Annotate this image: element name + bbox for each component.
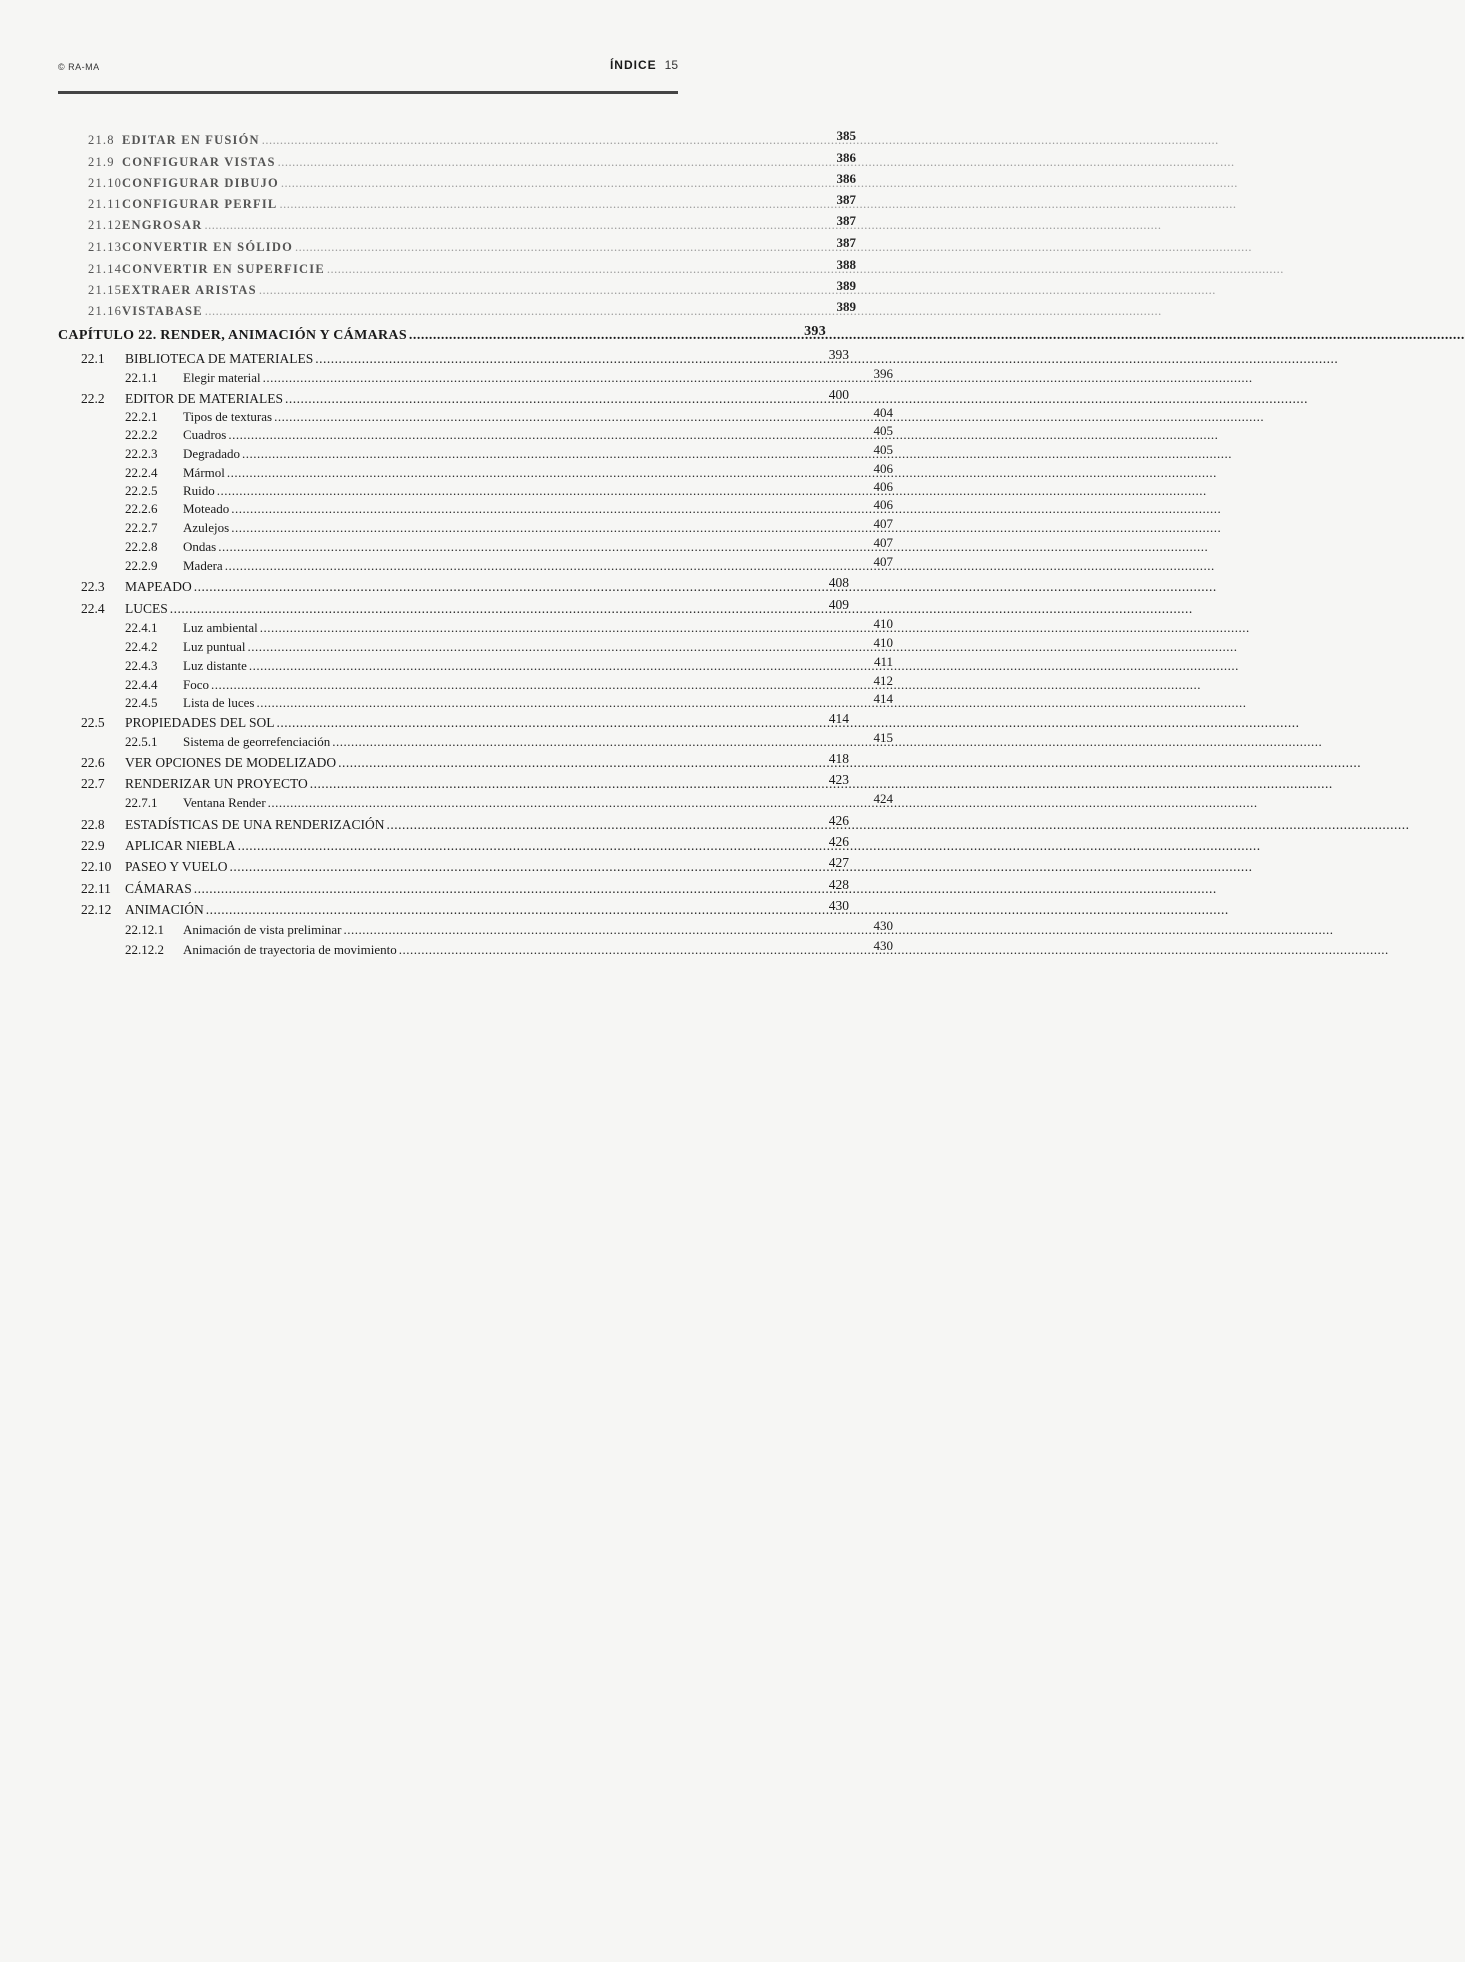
toc-entry-page: 387 [836, 235, 856, 250]
toc-entry-number: 22.2.8 [125, 539, 158, 554]
toc-entry-page: 407 [873, 535, 893, 550]
toc-entry [81, 855, 849, 875]
toc-entry-number: 22.12.1 [125, 922, 164, 937]
toc-entry-page: 405 [873, 442, 893, 457]
toc-entry [88, 257, 856, 277]
toc-entry [81, 834, 849, 854]
toc-entry-page: 423 [828, 772, 849, 787]
toc-entry-number: 22.7.1 [125, 795, 158, 810]
toc-entry-title: CONFIGURAR VISTAS [122, 155, 276, 169]
toc-entry [88, 235, 856, 255]
toc-entry-page: 430 [828, 898, 849, 913]
toc-entry-number: 22.2.3 [125, 446, 158, 461]
toc-entry-page: 389 [836, 299, 856, 314]
toc-entry-number: 22.12 [81, 902, 112, 917]
toc-entry-title: CONFIGURAR DIBUJO [122, 176, 279, 190]
toc-entry-page: 411 [873, 654, 893, 669]
toc-entry [125, 442, 893, 462]
toc-entry-page: 418 [828, 751, 849, 766]
toc-entry [125, 691, 893, 711]
toc-entry-number: 22.2.7 [125, 520, 158, 535]
toc-entry [125, 461, 893, 481]
toc-entry-title: ENGROSAR [122, 218, 203, 232]
toc-entry-title: Sistema de georrefenciación [183, 734, 331, 749]
toc-entry-title: Luz ambiental [183, 620, 258, 635]
toc-entry [125, 673, 893, 693]
toc-entry-title: EXTRAER ARISTAS [122, 283, 257, 297]
toc-entry-title: Luz distante [183, 658, 247, 673]
toc-entry-title: Mármol [183, 465, 225, 480]
toc-entry [125, 366, 893, 386]
toc-entry-title: LUCES [125, 601, 168, 616]
toc-entry-page: 408 [828, 575, 849, 590]
toc-entry-page: 404 [873, 405, 893, 420]
toc-entry-page: 387 [836, 192, 856, 207]
toc-entry [88, 299, 856, 319]
toc-entry-title: Azulejos [183, 520, 230, 535]
toc-entry [88, 192, 856, 212]
toc-entry-number: 22.2.5 [125, 483, 158, 498]
toc-entry-page: 415 [873, 730, 893, 745]
page-number: 15 [664, 58, 678, 72]
toc-entry-page: 387 [836, 213, 856, 228]
toc-entry-number: 21.11 [88, 197, 122, 211]
toc-entry-page: 427 [828, 855, 849, 870]
toc-entry-page: 430 [873, 918, 893, 933]
toc-entry-number: 22.4.5 [125, 695, 158, 710]
toc-entry [81, 711, 849, 731]
toc-entry-number: 22.12.2 [125, 942, 164, 957]
toc-entry [81, 575, 849, 595]
toc-entry-title: BIBLIOTECA DE MATERIALES [125, 351, 314, 366]
toc-entry-page: 406 [873, 497, 893, 512]
toc-entry [81, 347, 849, 367]
toc-entry-title: Tipos de texturas [183, 409, 273, 424]
toc-entry-number: 22.4 [81, 601, 105, 616]
toc-entry-title: Animación de trayectoria de movimiento [183, 942, 397, 957]
toc-entry-number: 22.4.2 [125, 639, 158, 654]
toc-entry [81, 877, 849, 897]
toc-entry-number: 22.4.3 [125, 658, 158, 673]
toc-entry [88, 278, 856, 298]
toc-entry [125, 654, 893, 674]
toc-entry [81, 898, 849, 918]
toc-entry-number: 22.3 [81, 579, 105, 594]
toc-entry-number: 21.13 [88, 240, 123, 254]
toc-entry-page: 430 [873, 938, 893, 953]
toc-entry-title: VER OPCIONES DE MODELIZADO [125, 755, 337, 770]
toc-entry-page: 400 [828, 387, 849, 402]
toc-entry-page: 407 [873, 516, 893, 531]
toc-entry-title: Moteado [183, 501, 230, 516]
toc-entry-page: 410 [873, 616, 893, 631]
toc-entry [125, 616, 893, 636]
toc-entry-page: 386 [836, 171, 856, 186]
toc-entry [88, 213, 856, 233]
toc-entry [88, 150, 856, 170]
publisher-mark: © RA-MA [58, 62, 100, 72]
toc-entry-title: APLICAR NIEBLA [125, 838, 236, 853]
toc-entry-page: 414 [828, 711, 849, 726]
toc-entry [125, 535, 893, 555]
toc-entry-title: Ondas [183, 539, 217, 554]
toc-entry-title: Ventana Render [183, 795, 266, 810]
toc-entry-page: 389 [836, 278, 856, 293]
toc-entry-title: Lista de luces [183, 695, 255, 710]
toc-entry-title: RENDERIZAR UN PROYECTO [125, 776, 308, 791]
toc-entry-number: 22.2.6 [125, 501, 158, 516]
toc-entry-title: ESTADÍSTICAS DE UNA RENDERIZACIÓN [125, 817, 385, 832]
toc-entry [125, 554, 893, 574]
toc-entry-number: 22.4.4 [125, 677, 158, 692]
toc-entry-number: 21.9 [88, 155, 115, 169]
toc-entry-number: 21.10 [88, 176, 123, 190]
toc-entry-title: PASEO Y VUELO [125, 859, 228, 874]
toc-entry-page: 424 [873, 791, 893, 806]
toc-entry-page: 406 [873, 461, 893, 476]
toc-entry [81, 772, 849, 792]
toc-entry [125, 423, 893, 443]
toc-entry-title: ANIMACIÓN [125, 902, 204, 917]
toc-entry-number: 21.15 [88, 283, 123, 297]
toc-entry-page: 409 [828, 597, 849, 612]
toc-entry-title: EDITOR DE MATERIALES [125, 391, 283, 406]
toc-entry-number: 22.2.1 [125, 409, 158, 424]
toc-entry-number: 22.2.2 [125, 427, 158, 442]
toc-entry [125, 497, 893, 517]
toc-entry-number: 22.1 [81, 351, 105, 366]
toc-entry [125, 730, 893, 750]
toc-entry-number: 22.2.4 [125, 465, 158, 480]
toc-entry-title: MAPEADO [125, 579, 192, 594]
toc-entry-page: 386 [836, 150, 856, 165]
toc-entry-title: Luz puntual [183, 639, 246, 654]
toc-entry-page: 412 [873, 673, 893, 688]
toc-entry-page: 428 [828, 877, 849, 892]
book-page [0, 0, 893, 1024]
toc-entry [88, 128, 856, 148]
toc-entry-page: 393 [828, 347, 849, 362]
toc-entry [81, 813, 849, 833]
toc-entry-number: 22.2 [81, 391, 105, 406]
toc-entry-number: 22.1.1 [125, 370, 158, 385]
toc-entry-title: PROPIEDADES DEL SOL [125, 715, 275, 730]
toc-entry [125, 791, 893, 811]
toc-entry [81, 597, 849, 617]
toc-entry-number: 22.2.9 [125, 558, 158, 573]
toc-entry-page: 407 [873, 554, 893, 569]
toc-entry-title: EDITAR EN FUSIÓN [122, 133, 260, 147]
toc-entry-page: 406 [873, 479, 893, 494]
toc-entry-page: 405 [873, 423, 893, 438]
toc-entry-page: 393 [804, 324, 826, 339]
toc-entry-page: 426 [828, 834, 849, 849]
toc-entry-number: 21.8 [88, 133, 115, 147]
toc-entry [88, 171, 856, 191]
toc-entry-page: 426 [828, 813, 849, 828]
toc-entry [125, 635, 893, 655]
toc-entry-number: 22.8 [81, 817, 105, 832]
toc-entry-number: 22.6 [81, 755, 105, 770]
page-header [58, 58, 678, 78]
header-rule [58, 91, 678, 94]
toc-entry-title: Foco [183, 677, 209, 692]
toc-entry-number: 22.4.1 [125, 620, 158, 635]
toc-entry [125, 516, 893, 536]
toc-entry-number: 22.5 [81, 715, 105, 730]
toc-entry-title: CONFIGURAR PERFIL [122, 197, 278, 211]
running-head [610, 58, 678, 72]
toc-entry-title: CAPÍTULO 22. RENDER, ANIMACIÓN Y CÁMARAS [58, 328, 407, 343]
toc-entry-number: 22.10 [81, 859, 112, 874]
toc-entry-title: CONVERTIR EN SUPERFICIE [122, 262, 325, 276]
section-title: ÍNDICE [609, 58, 657, 72]
toc-entry [125, 479, 893, 499]
toc-entry-number: 21.14 [88, 262, 123, 276]
toc-entry-title: Ruido [183, 483, 215, 498]
toc-entry-page: 414 [873, 691, 893, 706]
toc-entry-number: 22.7 [81, 776, 105, 791]
toc-entry-page: 396 [873, 366, 893, 381]
toc-entry-title: VISTABASE [122, 304, 203, 318]
toc-entry-page: 410 [873, 635, 893, 650]
toc-entry-title: Elegir material [183, 370, 261, 385]
toc-entry [81, 751, 849, 771]
toc-entry-number: 21.16 [88, 304, 123, 318]
toc-entry-title: CÁMARAS [125, 881, 192, 896]
toc-entry [125, 918, 893, 938]
toc-entry-title: Animación de vista preliminar [183, 922, 342, 937]
toc-entry-page: 388 [836, 257, 856, 272]
toc-entry-number: 22.11 [81, 881, 111, 896]
toc-entry-number: 21.12 [88, 218, 123, 232]
toc-entry-title: Degradado [183, 446, 241, 461]
toc-entry-title: Cuadros [183, 427, 227, 442]
toc-entry [125, 405, 893, 425]
toc-chapter-entry [58, 324, 826, 344]
toc-entry-title: CONVERTIR EN SÓLIDO [122, 240, 293, 254]
toc-entry [81, 387, 849, 407]
toc-entry-title: Madera [183, 558, 223, 573]
toc-entry-page: 385 [836, 128, 856, 143]
toc-entry-number: 22.9 [81, 838, 105, 853]
toc-entry-number: 22.5.1 [125, 734, 158, 749]
toc-entry [125, 938, 893, 958]
